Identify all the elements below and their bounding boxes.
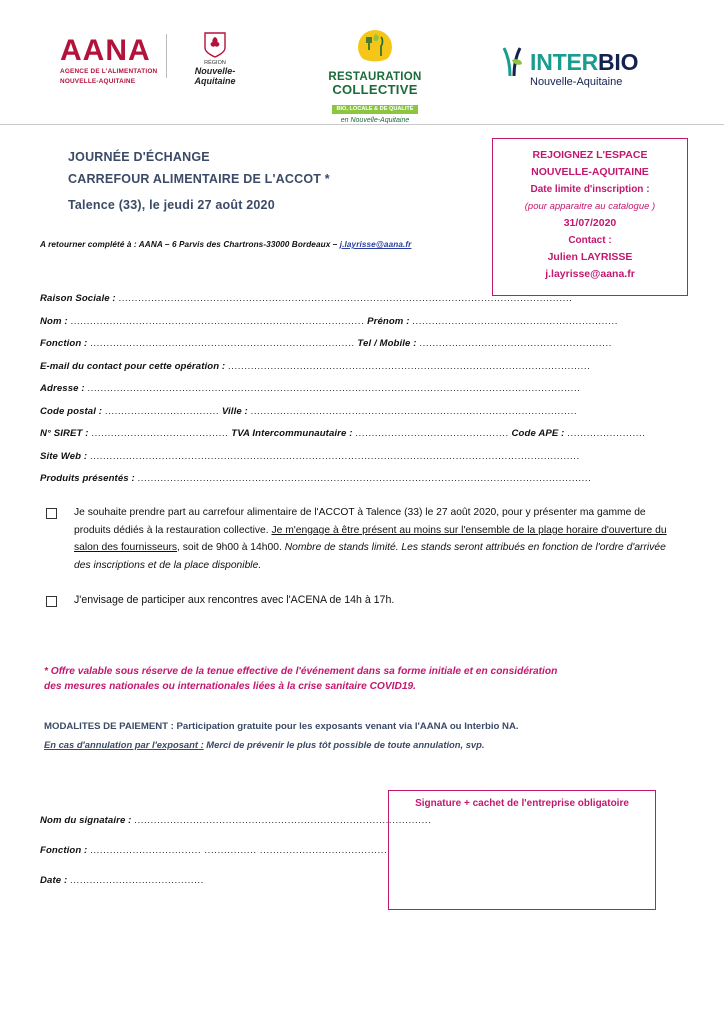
title-line-2: CARREFOUR ALIMENTAIRE DE L'ACCOT * <box>68 172 330 186</box>
title-block <box>68 146 488 216</box>
payment-terms-line2 <box>44 736 674 754</box>
field-input-line[interactable]: .......................................................................................... <box>70 315 365 327</box>
pink-box-line-2: NOUVELLE-AQUITAINE <box>531 166 649 178</box>
resto-line3: BIO, LOCALE & DE QUALITÉ <box>332 105 417 114</box>
resto-line4: en Nouvelle-Aquitaine <box>340 117 410 124</box>
title-line-1: JOURNÉE D'ÉCHANGE <box>68 150 210 164</box>
return-email-link[interactable]: j.layrisse@aana.fr <box>339 240 412 249</box>
logo-region-nouvelle-aquitaine <box>180 32 250 86</box>
fork-knife-leaf-icon <box>352 28 398 70</box>
field-input-line[interactable]: ...................................................................................................................................................... <box>89 450 580 462</box>
return-instruction-text: A retourner complété à : AANA – 6 Parvis des Chartrons-33000 Bordeaux – <box>40 240 340 249</box>
checkbox-section <box>40 504 680 624</box>
aana-wordmark: AANA <box>60 34 151 67</box>
header-divider <box>0 124 724 125</box>
return-instruction <box>40 240 460 249</box>
field-date[interactable] <box>40 866 380 896</box>
checkbox-acena-text-seg1: J'envisage de participer aux rencontres avec l'ACENA de 14h à 17h. <box>74 594 395 606</box>
field-input-line[interactable]: ........................................................................................................................................... <box>118 293 573 304</box>
field-input-line[interactable]: .......................................... <box>91 428 229 439</box>
payment-cancellation-label: En cas d'annulation par l'exposant : <box>44 739 204 750</box>
interbio-word-inter: INTER <box>530 48 599 75</box>
pink-box-deadline-label: Date limite d'inscription : <box>530 184 650 195</box>
field-label-2: Prénom : <box>367 315 410 327</box>
aana-subtitle-line1: AGENCE DE L'ALIMENTATION <box>60 68 158 75</box>
field-label-3: Code APE : <box>511 428 565 439</box>
field-input-line-2[interactable]: ............................................................... <box>412 315 618 327</box>
header-logos <box>0 28 724 124</box>
offer-disclaimer-line1: * Offre valable sous réserve de la tenue effective de l'événement dans sa forme initiale et en considération <box>44 666 558 677</box>
resto-line1: RESTAURATION <box>328 71 422 83</box>
field-label: Fonction : <box>40 845 88 856</box>
field-nom-signataire[interactable] <box>40 806 432 836</box>
field-label-2: TVA Intercommunautaire : <box>231 428 353 439</box>
form-fields <box>40 288 688 491</box>
pink-box-contact-name: Julien LAYRISSE <box>547 251 633 263</box>
signature-stamp-box[interactable] <box>388 790 656 910</box>
field-input-line[interactable]: ........................................................................................................................................... <box>137 473 592 484</box>
checkbox-text-seg3: , soit de 9h00 à 14h00. <box>177 542 282 553</box>
checkbox-item-acena[interactable] <box>40 592 680 610</box>
field-input-line-2[interactable]: ............................................... <box>355 428 509 439</box>
payment-cancellation-text: Merci de prévenir le plus tôt possible de toute annulation, svp. <box>203 739 485 750</box>
title-line-3: Talence (33), le jeudi 27 août 2020 <box>68 198 275 212</box>
pink-box-contact-email[interactable]: j.layrisse@aana.fr <box>545 268 635 280</box>
field-label: Date : <box>40 875 68 886</box>
field-adresse[interactable] <box>40 378 688 401</box>
shield-icon <box>204 32 226 58</box>
field-input-line[interactable]: ................................................................................. <box>90 338 355 349</box>
field-label: E-mail du contact pour cette opération : <box>40 360 226 372</box>
payment-terms-line1: MODALITES DE PAIEMENT : Participation gratuite pour les exposants venant via l'AANA ou Interbio NA. <box>44 721 519 732</box>
field-label: Nom : <box>40 315 68 327</box>
field-label: Fonction : <box>40 338 88 349</box>
field-input-line-2[interactable]: .................................................................................................... <box>250 405 578 417</box>
field-label: Raison Sociale : <box>40 293 116 304</box>
field-label: N° SIRET : <box>40 428 89 439</box>
field-label-2: Tel / Mobile : <box>357 338 417 349</box>
logo-restauration-collective <box>320 28 430 125</box>
interbio-mark-icon <box>500 46 526 78</box>
logo-interbio <box>500 46 700 88</box>
field-input-line[interactable]: ....................................................................................................................................................... <box>87 383 581 394</box>
region-label-line3: Aquitaine <box>194 76 236 86</box>
payment-terms <box>44 718 674 754</box>
checkbox-acena[interactable] <box>46 596 57 607</box>
field-produits-presentes[interactable] <box>40 468 688 491</box>
checkbox-item-carrefour[interactable] <box>40 504 680 574</box>
field-label: Adresse : <box>40 383 85 394</box>
interbio-word-bio: BIO <box>598 48 639 75</box>
interbio-subtitle: Nouvelle-Aquitaine <box>530 76 623 88</box>
registration-info-box <box>492 138 688 296</box>
pink-box-catalog-note: (pour apparaitre au catalogue ) <box>524 201 656 212</box>
field-label: Site Web : <box>40 450 88 462</box>
field-input-line-2[interactable]: ........................................................... <box>419 338 612 349</box>
checkbox-acena-text <box>74 592 680 610</box>
field-site-web[interactable] <box>40 446 688 469</box>
aana-subtitle-line2: NOUVELLE-AQUITAINE <box>60 78 136 85</box>
resto-line2: COLLECTIVE <box>332 82 418 97</box>
checkbox-text-seg4-italic: Nombre de stands limité. Les stands seront attribués en fonction de l'ordre d'arrivée des inscriptions et de la place disponible. <box>74 542 666 571</box>
pink-box-contact-label: Contact : <box>568 235 612 246</box>
field-input-line-3[interactable]: ........................ <box>567 428 646 439</box>
field-input-line[interactable]: ................................... <box>104 405 220 417</box>
field-input-line[interactable]: ........................................................................................... <box>134 815 432 826</box>
checkbox-carrefour[interactable] <box>46 508 57 519</box>
logo-divider <box>166 34 167 78</box>
signature-fields <box>40 806 432 896</box>
field-siret-tva-ape[interactable] <box>40 423 688 446</box>
field-label: Code postal : <box>40 405 103 417</box>
field-label-2: Ville : <box>221 405 248 417</box>
offer-disclaimer <box>44 664 674 694</box>
field-nom-prenom[interactable] <box>40 311 688 334</box>
field-signataire-fonction[interactable] <box>40 836 391 866</box>
region-label-line2: Nouvelle- <box>194 66 236 76</box>
offer-disclaimer-line2: des mesures nationales ou internationales liées à la crise sanitaire COVID19. <box>44 681 417 692</box>
signature-stamp-label: Signature + cachet de l'entreprise obligatoire <box>415 798 629 809</box>
field-label: Produits présentés : <box>40 473 135 484</box>
field-email-contact[interactable] <box>40 356 688 379</box>
checkbox-carrefour-text <box>74 504 680 574</box>
checkbox-text-seg2-underlined: Je m'engage à être présent au moins sur l'ensemble de la plage horaire d'ouverture du salon des fournisseurs <box>74 524 667 553</box>
pink-box-line-1: REJOIGNEZ L'ESPACE <box>532 149 648 161</box>
field-code-postal-ville[interactable] <box>40 401 688 424</box>
checkbox-text-seg1: Je souhaite prendre part au carrefour alimentaire de l'ACCOT à Talence (33) le 27 août 2020, pour y présenter ma gamme de produits dédiés à la restauration collective. <box>74 507 646 536</box>
field-input-line[interactable]: .................................. ................ ........................................ <box>90 845 391 856</box>
pink-box-deadline-date: 31/07/2020 <box>563 217 617 229</box>
field-input-line[interactable]: ......................................... <box>70 875 204 886</box>
field-input-line[interactable]: ............................................................................................................... <box>228 360 591 372</box>
field-label: Nom du signataire : <box>40 815 132 826</box>
field-fonction-tel[interactable] <box>40 333 688 356</box>
field-raison-sociale[interactable] <box>40 288 688 311</box>
region-label-region: RÉGION <box>204 60 226 66</box>
